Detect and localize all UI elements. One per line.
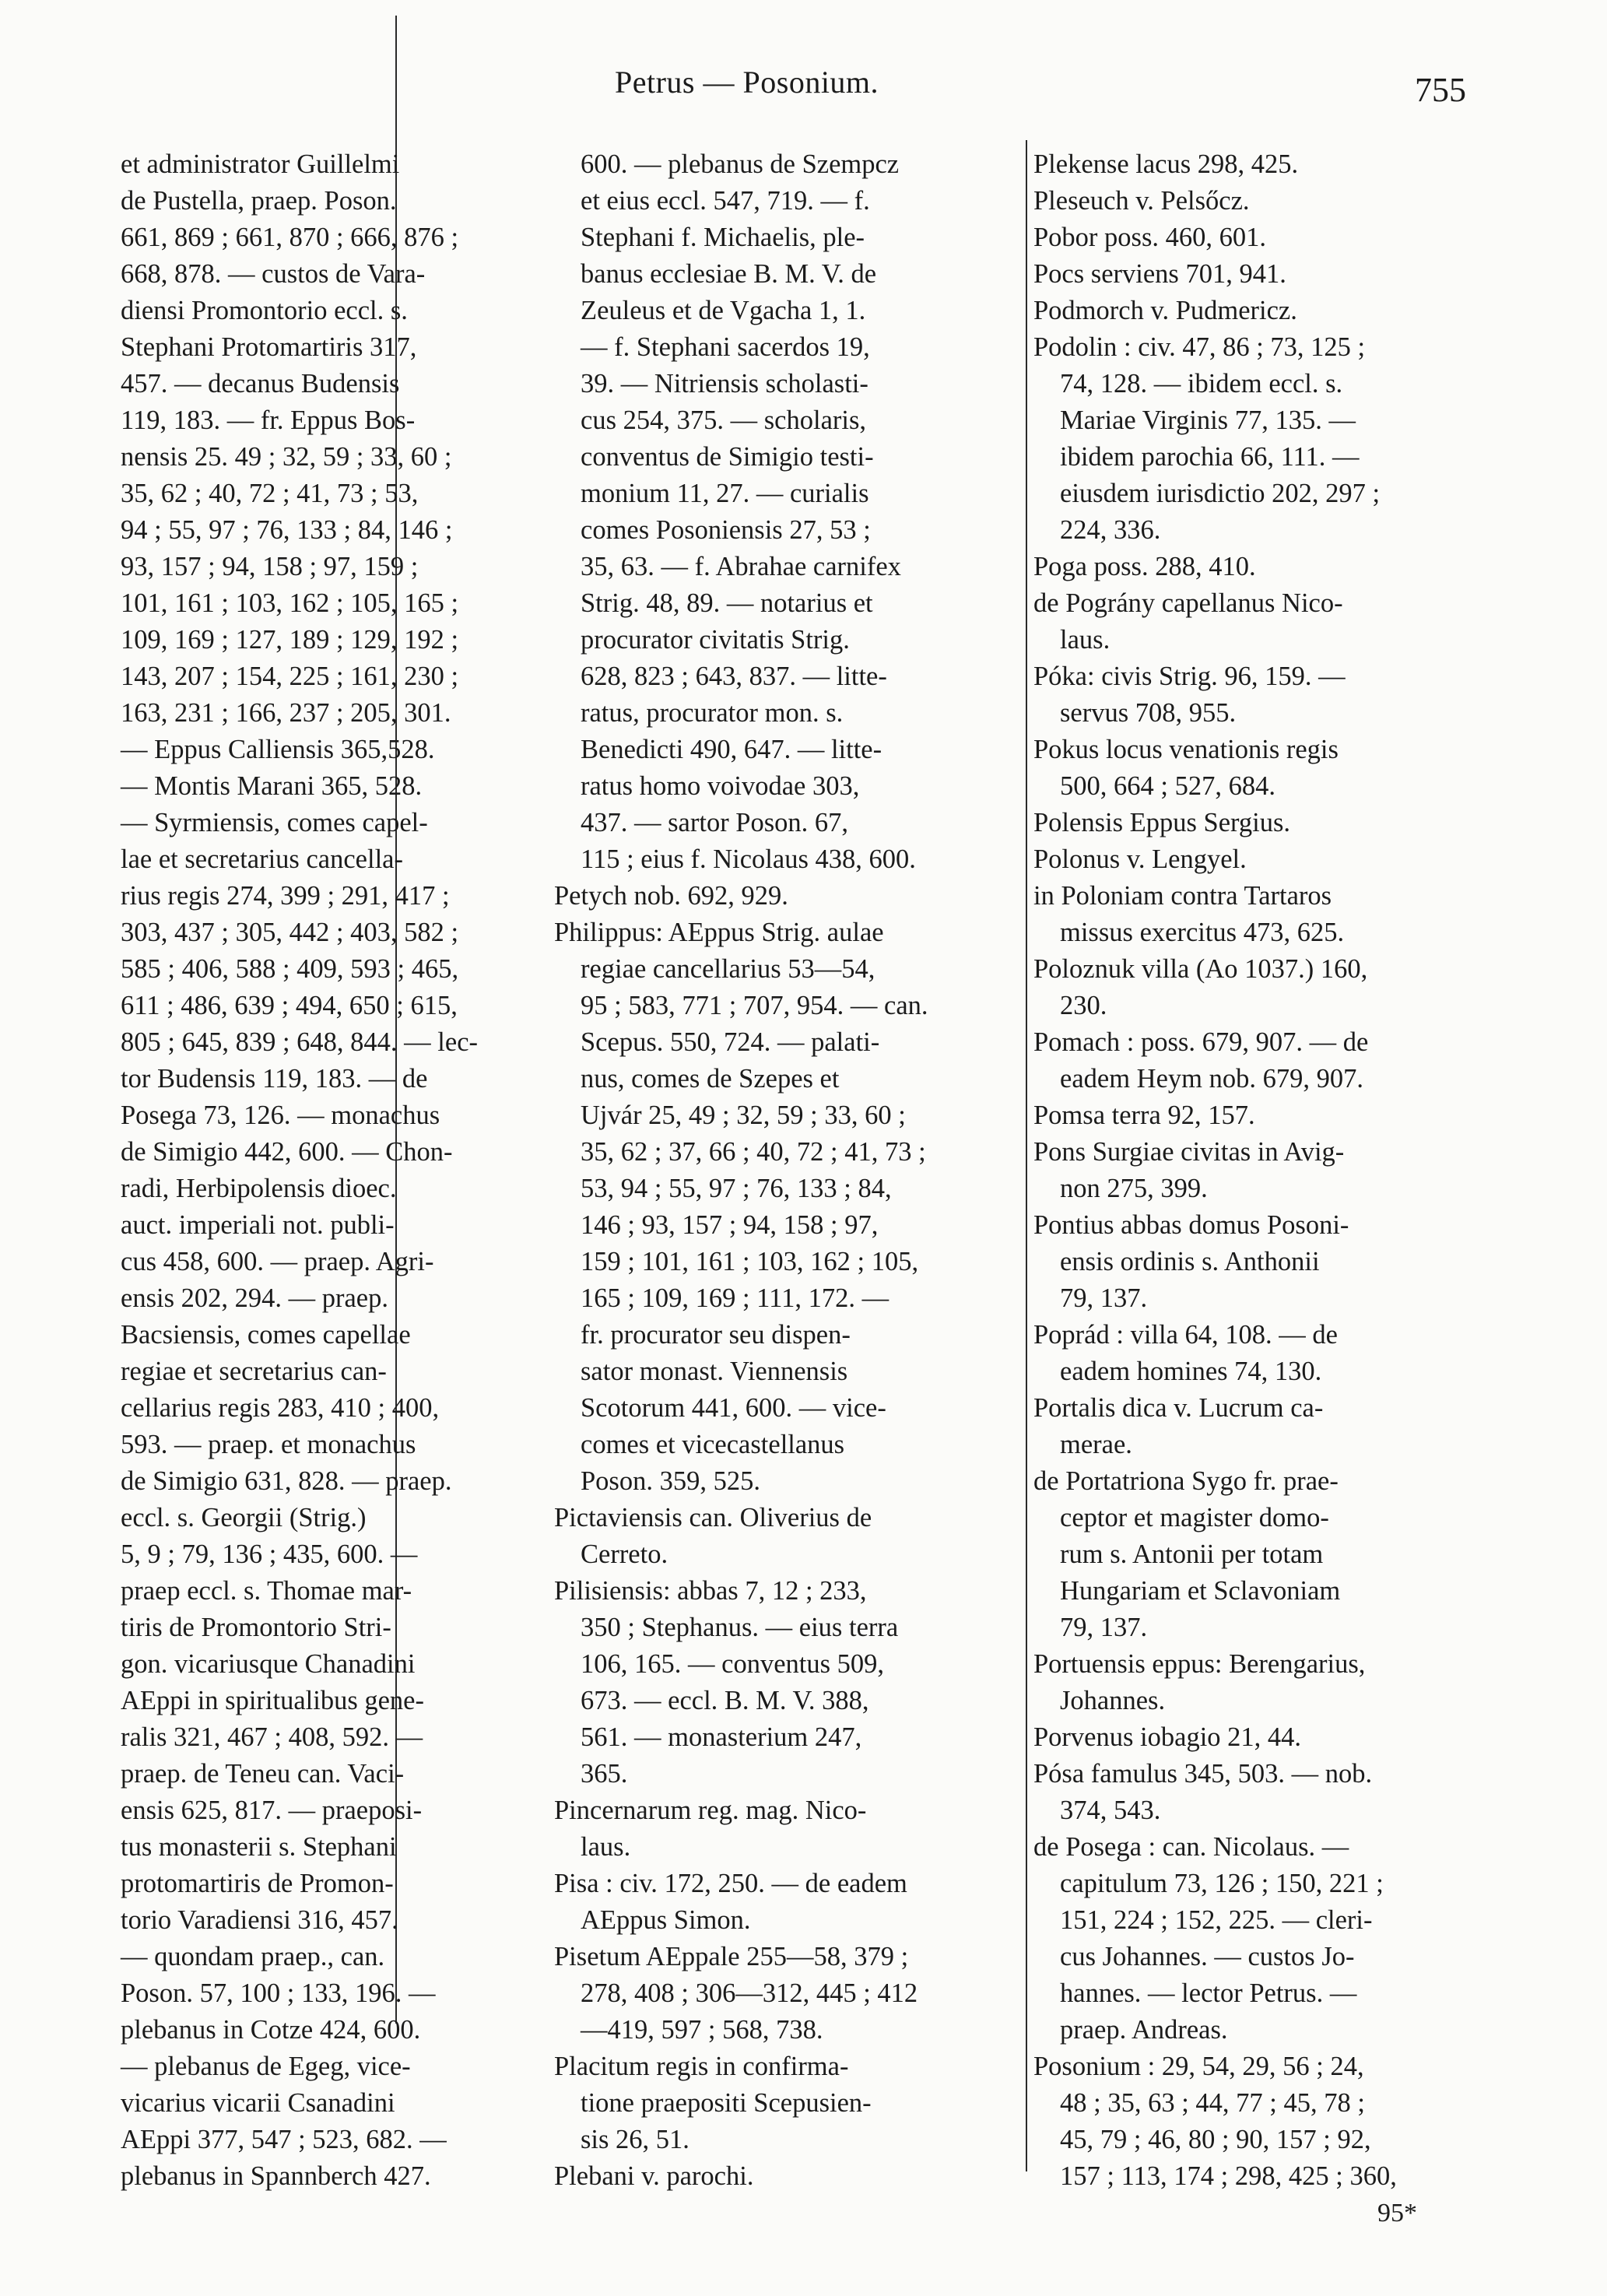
index-line: eiusdem iurisdictio 202, 297 ; <box>1060 479 1381 508</box>
index-line: de Pustella, praep. Poson. <box>121 186 397 216</box>
index-line: 500, 664 ; 527, 684. <box>1060 771 1275 801</box>
index-line: cus 254, 375. — scholaris, <box>581 405 867 435</box>
index-line: 39. — Nitriensis scholasti- <box>581 369 868 398</box>
index-line: 35, 62 ; 37, 66 ; 40, 72 ; 41, 73 ; <box>581 1137 926 1167</box>
index-line: 35, 62 ; 40, 72 ; 41, 73 ; 53, <box>121 479 419 508</box>
index-line: sator monast. Viennensis <box>581 1357 848 1386</box>
index-line: Pincernarum reg. mag. Nico- <box>554 1796 867 1825</box>
index-line: Pictaviensis can. Oliverius de <box>554 1503 872 1532</box>
index-line: 374, 543. <box>1060 1796 1161 1825</box>
index-line: 805 ; 645, 839 ; 648, 844. — lec- <box>121 1027 478 1057</box>
index-line: laus. <box>1060 625 1111 655</box>
index-line: banus ecclesiae B. M. V. de <box>581 259 877 289</box>
index-line: Portalis dica v. Lucrum ca- <box>1033 1393 1324 1423</box>
index-line: Polensis Eppus Sergius. <box>1033 808 1291 837</box>
index-line: 561. — monasterium 247, <box>581 1722 862 1752</box>
index-line: in Poloniam contra Tartaros <box>1033 881 1332 911</box>
index-line: rum s. Antonii per totam <box>1060 1539 1324 1569</box>
index-line: Póka: civis Strig. 96, 159. — <box>1033 662 1346 691</box>
index-line: Petych nob. 692, 929. <box>554 881 788 911</box>
index-line: tione praepositi Scepusien- <box>581 2088 872 2118</box>
index-line: Podmorch v. Pudmericz. <box>1033 296 1297 325</box>
signature-mark: 95* <box>1377 2199 1417 2228</box>
index-line: 93, 157 ; 94, 158 ; 97, 159 ; <box>121 552 419 581</box>
index-line: 457. — decanus Budensis <box>121 369 400 398</box>
index-line: cus Johannes. — custos Jo- <box>1060 1942 1355 1971</box>
index-line: missus exercitus 473, 625. <box>1060 918 1345 947</box>
index-line: Posonium : 29, 54, 29, 56 ; 24, <box>1033 2052 1364 2081</box>
index-line: Strig. 48, 89. — notarius et <box>581 588 873 618</box>
index-line: laus. <box>581 1832 631 1862</box>
index-line: 101, 161 ; 103, 162 ; 105, 165 ; <box>121 588 459 618</box>
index-line: Portuensis eppus: Berengarius, <box>1033 1649 1366 1679</box>
index-line: tor Budensis 119, 183. — de <box>121 1064 428 1094</box>
index-line: ibidem parochia 66, 111. — <box>1060 442 1360 472</box>
index-line: 5, 9 ; 79, 136 ; 435, 600. — <box>121 1539 418 1569</box>
index-line: Stephani f. Michaelis, ple- <box>581 223 865 252</box>
index-column-3 <box>1033 146 1532 2195</box>
index-line: 157 ; 113, 174 ; 298, 425 ; 360, <box>1060 2161 1397 2191</box>
index-line: ceptor et magister domo- <box>1060 1503 1329 1532</box>
index-line: de Simigio 631, 828. — praep. <box>121 1466 452 1496</box>
index-line: — quondam praep., can. <box>121 1942 385 1971</box>
index-line: Plebani v. parochi. <box>554 2161 754 2191</box>
index-line: non 275, 399. <box>1060 1174 1208 1203</box>
index-line: protomartiris de Promon- <box>121 1869 394 1898</box>
index-line: Pocs serviens 701, 941. <box>1033 259 1286 289</box>
index-line: 146 ; 93, 157 ; 94, 158 ; 97, <box>581 1210 879 1240</box>
index-line: — Syrmiensis, comes capel- <box>121 808 428 837</box>
index-line: —419, 597 ; 568, 738. <box>581 2015 823 2045</box>
index-line: diensi Promontorio eccl. s. <box>121 296 408 325</box>
index-line: Polonus v. Lengyel. <box>1033 844 1247 874</box>
index-line: praep eccl. s. Thomae mar- <box>121 1576 412 1606</box>
index-line: 159 ; 101, 161 ; 103, 162 ; 105, <box>581 1247 919 1276</box>
index-line: 278, 408 ; 306—312, 445 ; 412 <box>581 1978 918 2008</box>
index-line: 661, 869 ; 661, 870 ; 666, 876 ; <box>121 223 459 252</box>
index-line: Scepus. 550, 724. — palati- <box>581 1027 880 1057</box>
index-line: 45, 79 ; 46, 80 ; 90, 157 ; 92, <box>1060 2125 1371 2154</box>
index-line: vicarius vicarii Csanadini <box>121 2088 395 2118</box>
index-column-2 <box>554 146 1033 2195</box>
index-line: Hungariam et Sclavoniam <box>1060 1576 1341 1606</box>
index-line: et eius eccl. 547, 719. — f. <box>581 186 870 216</box>
index-line: 163, 231 ; 166, 237 ; 205, 301. <box>121 698 451 728</box>
index-line: 303, 437 ; 305, 442 ; 403, 582 ; <box>121 918 459 947</box>
index-line: plebanus in Cotze 424, 600. <box>121 2015 421 2045</box>
index-line: de Pográny capellanus Nico- <box>1033 588 1343 618</box>
index-line: 350 ; Stephanus. — eius terra <box>581 1613 899 1642</box>
index-line: — plebanus de Egeg, vice- <box>121 2052 411 2081</box>
index-line: Pontius abbas domus Posoni- <box>1033 1210 1349 1240</box>
index-line: 119, 183. — fr. Eppus Bos- <box>121 405 416 435</box>
index-line: Ujvár 25, 49 ; 32, 59 ; 33, 60 ; <box>581 1101 906 1130</box>
index-line: capitulum 73, 126 ; 150, 221 ; <box>1060 1869 1384 1898</box>
index-line: Pisa : civ. 172, 250. — de eadem <box>554 1869 907 1898</box>
index-line: nus, comes de Szepes et <box>581 1064 840 1094</box>
running-header: Petrus — Posonium. <box>615 65 879 100</box>
index-line: AEppi 377, 547 ; 523, 682. — <box>121 2125 447 2154</box>
index-line: praep. Andreas. <box>1060 2015 1228 2045</box>
index-line: 115 ; eius f. Nicolaus 438, 600. <box>581 844 916 874</box>
index-line: Pilisiensis: abbas 7, 12 ; 233, <box>554 1576 867 1606</box>
index-line: plebanus in Spannberch 427. <box>121 2161 431 2191</box>
index-line: — Montis Marani 365, 528. <box>121 771 423 801</box>
index-line: ensis 625, 817. — praeposi- <box>121 1796 423 1825</box>
index-line: ratus, procurator mon. s. <box>581 698 844 728</box>
index-line: Stephani Protomartiris 317, <box>121 332 417 362</box>
index-line: Poloznuk villa (Ao 1037.) 160, <box>1033 954 1368 984</box>
index-line: 151, 224 ; 152, 225. — cleri- <box>1060 1905 1373 1935</box>
index-line: 48 ; 35, 63 ; 44, 77 ; 45, 78 ; <box>1060 2088 1365 2118</box>
index-line: Pleseuch v. Pelsőcz. <box>1033 186 1250 216</box>
index-line: 365. <box>581 1759 628 1789</box>
index-line: 224, 336. <box>1060 515 1161 545</box>
index-line: 668, 878. — custos de Vara- <box>121 259 426 289</box>
index-line: 600. — plebanus de Szempcz <box>581 149 900 179</box>
index-line: hannes. — lector Petrus. — <box>1060 1978 1357 2008</box>
index-line: Zeuleus et de Vgacha 1, 1. <box>581 296 866 325</box>
index-line: regiae cancellarius 53—54, <box>581 954 875 984</box>
index-line: procurator civitatis Strig. <box>581 625 850 655</box>
index-line: Philippus: AEppus Strig. aulae <box>554 918 884 947</box>
index-line: nensis 25. 49 ; 32, 59 ; 33, 60 ; <box>121 442 452 472</box>
index-line: cellarius regis 283, 410 ; 400, <box>121 1393 440 1423</box>
index-line: 437. — sartor Poson. 67, <box>581 808 849 837</box>
index-line: 143, 207 ; 154, 225 ; 161, 230 ; <box>121 662 459 691</box>
index-column-1 <box>121 146 537 2195</box>
index-line: AEppi in spiritualibus gene- <box>121 1686 424 1715</box>
index-line: Pomach : poss. 679, 907. — de <box>1033 1027 1369 1057</box>
index-line: Pokus locus venationis regis <box>1033 735 1339 764</box>
index-line: 94 ; 55, 97 ; 76, 133 ; 84, 146 ; <box>121 515 453 545</box>
index-line: 611 ; 486, 639 ; 494, 650 ; 615, <box>121 991 458 1020</box>
index-line: Benedicti 490, 647. — litte- <box>581 735 882 764</box>
index-line: Pisetum AEppale 255—58, 379 ; <box>554 1942 909 1971</box>
index-line: de Portatriona Sygo fr. prae- <box>1033 1466 1339 1496</box>
index-line: radi, Herbipolensis dioec. <box>121 1174 397 1203</box>
index-line: Scotorum 441, 600. — vice- <box>581 1393 886 1423</box>
index-line: cus 458, 600. — praep. Agri- <box>121 1247 434 1276</box>
index-line: de Simigio 442, 600. — Chon- <box>121 1137 453 1167</box>
index-line: ralis 321, 467 ; 408, 592. — <box>121 1722 423 1752</box>
index-line: auct. imperiali not. publi- <box>121 1210 395 1240</box>
index-line: monium 11, 27. — curialis <box>581 479 869 508</box>
index-line: Pons Surgiae civitas in Avig- <box>1033 1137 1345 1167</box>
index-line: Bacsiensis, comes capellae <box>121 1320 411 1350</box>
index-line: merae. <box>1060 1430 1132 1459</box>
index-line: ratus homo voivodae 303, <box>581 771 860 801</box>
index-line: regiae et secretarius can- <box>121 1357 387 1386</box>
index-line: 106, 165. — conventus 509, <box>581 1649 885 1679</box>
index-line: torio Varadiensi 316, 457. <box>121 1905 398 1935</box>
index-line: Pobor poss. 460, 601. <box>1033 223 1267 252</box>
index-line: et administrator Guillelmi <box>121 149 400 179</box>
index-line: 628, 823 ; 643, 837. — litte- <box>581 662 887 691</box>
index-line: de Posega : can. Nicolaus. — <box>1033 1832 1349 1862</box>
index-line: Mariae Virginis 77, 135. — <box>1060 405 1356 435</box>
index-line: praep. de Teneu can. Vaci- <box>121 1759 405 1789</box>
index-line: ensis 202, 294. — praep. <box>121 1283 388 1313</box>
index-line: Poprád : villa 64, 108. — de <box>1033 1320 1338 1350</box>
index-line: — Eppus Calliensis 365,528. <box>121 735 435 764</box>
index-line: Plekense lacus 298, 425. <box>1033 149 1299 179</box>
index-line: Poson. 359, 525. <box>581 1466 760 1496</box>
index-line: comes et vicecastellanus <box>581 1430 845 1459</box>
page-number: 755 <box>1415 71 1466 109</box>
index-line: fr. procurator seu dispen- <box>581 1320 851 1350</box>
index-line: Posega 73, 126. — monachus <box>121 1101 440 1130</box>
index-line: eadem Heym nob. 679, 907. <box>1060 1064 1363 1094</box>
index-line: eadem homines 74, 130. <box>1060 1357 1322 1386</box>
index-line: Porvenus iobagio 21, 44. <box>1033 1722 1302 1752</box>
index-line: 35, 63. — f. Abrahae carnifex <box>581 552 901 581</box>
index-line: servus 708, 955. <box>1060 698 1237 728</box>
index-line: rius regis 274, 399 ; 291, 417 ; <box>121 881 450 911</box>
index-line: ensis ordinis s. Anthonii <box>1060 1247 1320 1276</box>
index-line: 79, 137. <box>1060 1613 1148 1642</box>
index-line: 79, 137. <box>1060 1283 1148 1313</box>
index-line: Poga poss. 288, 410. <box>1033 552 1256 581</box>
index-line: 673. — eccl. B. M. V. 388, <box>581 1686 869 1715</box>
index-line: Placitum regis in confirma- <box>554 2052 849 2081</box>
index-line: Podolin : civ. 47, 86 ; 73, 125 ; <box>1033 332 1366 362</box>
index-line: Poson. 57, 100 ; 133, 196. — <box>121 1978 436 2008</box>
index-line: tiris de Promontorio Stri- <box>121 1613 391 1642</box>
index-line: 109, 169 ; 127, 189 ; 129, 192 ; <box>121 625 459 655</box>
index-line: tus monasterii s. Stephani <box>121 1832 397 1862</box>
index-line: 74, 128. — ibidem eccl. s. <box>1060 369 1343 398</box>
index-line: lae et secretarius cancella- <box>121 844 403 874</box>
index-line: Cerreto. <box>581 1539 668 1569</box>
index-line: Johannes. <box>1060 1686 1166 1715</box>
index-line: gon. vicariusque Chanadini <box>121 1649 416 1679</box>
index-line: 585 ; 406, 588 ; 409, 593 ; 465, <box>121 954 459 984</box>
index-line: 95 ; 583, 771 ; 707, 954. — can. <box>581 991 928 1020</box>
index-line: — f. Stephani sacerdos 19, <box>581 332 870 362</box>
index-line: 593. — praep. et monachus <box>121 1430 416 1459</box>
index-line: eccl. s. Georgii (Strig.) <box>121 1503 367 1532</box>
index-line: sis 26, 51. <box>581 2125 689 2154</box>
index-line: 230. <box>1060 991 1107 1020</box>
index-line: Pósa famulus 345, 503. — nob. <box>1033 1759 1373 1789</box>
index-line: AEppus Simon. <box>581 1905 751 1935</box>
index-line: conventus de Simigio testi- <box>581 442 874 472</box>
index-line: comes Posoniensis 27, 53 ; <box>581 515 871 545</box>
index-line: Pomsa terra 92, 157. <box>1033 1101 1255 1130</box>
index-line: 165 ; 109, 169 ; 111, 172. — <box>581 1283 889 1313</box>
index-line: 53, 94 ; 55, 97 ; 76, 133 ; 84, <box>581 1174 892 1203</box>
